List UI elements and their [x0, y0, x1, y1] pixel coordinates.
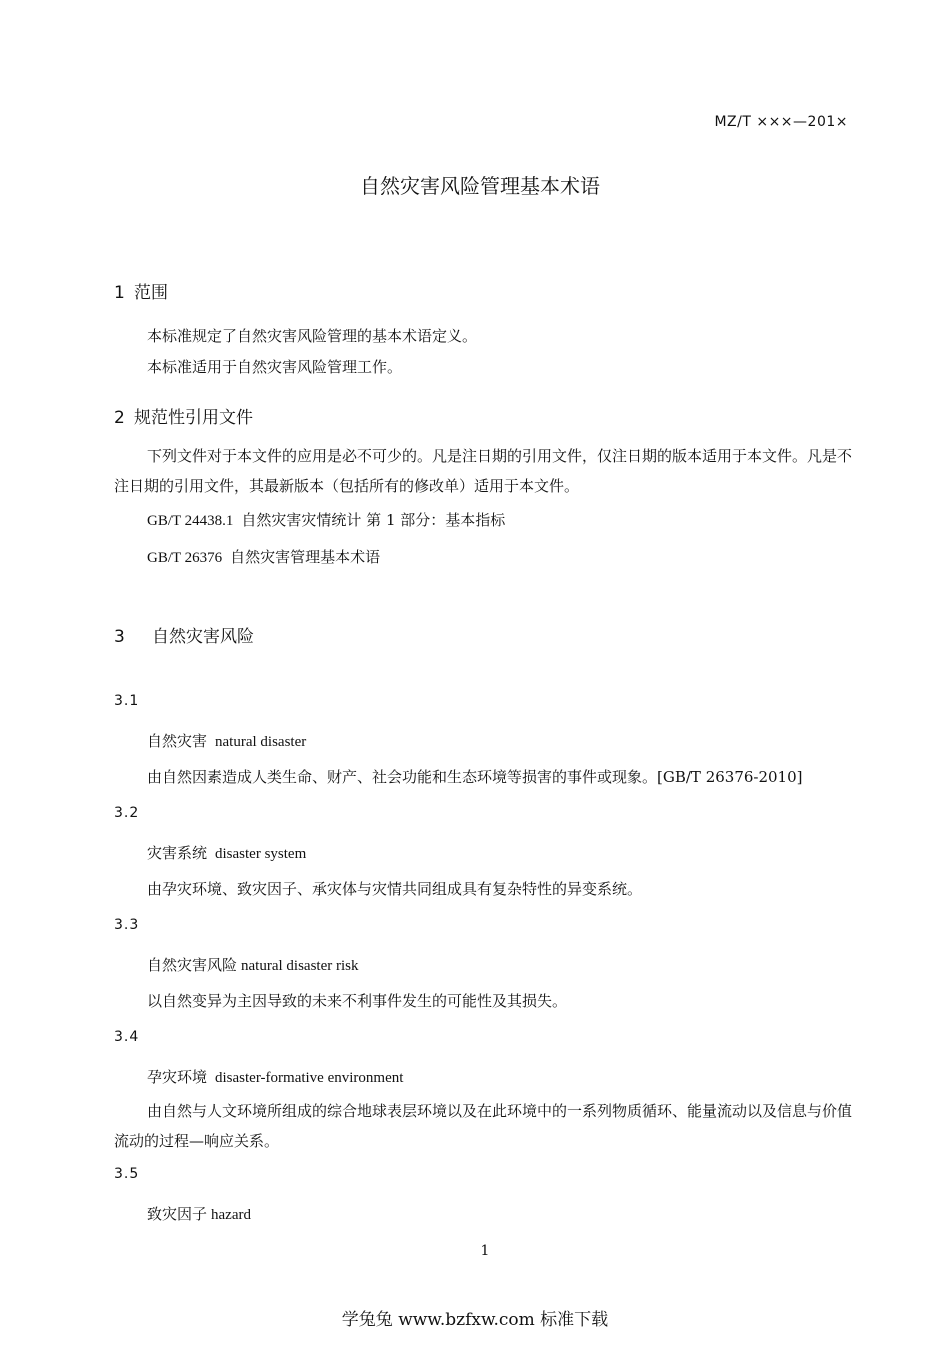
- reference-item: [147, 546, 380, 567]
- term-entry: [147, 842, 306, 863]
- section-title: 自然灾害风险: [152, 627, 254, 647]
- section-number: 2: [114, 408, 125, 428]
- section-number: 1: [114, 283, 125, 303]
- term-english: hazard: [211, 1207, 251, 1223]
- page-number: 1: [480, 1243, 490, 1259]
- term-english: disaster-formative environment: [215, 1070, 404, 1086]
- term-english: natural disaster risk: [241, 958, 359, 974]
- term-chinese: 自然灾害: [147, 732, 208, 750]
- site-footer-watermark: 学兔兔 www.bzfxw.com 标准下载: [341, 1310, 609, 1330]
- term-definition: 由自然与人文环境所组成的综合地球表层环境以及在此环境中的一系列物质循环、能量流动以及信息与价值流动的过程—响应关系。: [114, 1102, 853, 1150]
- term-entry: [147, 1066, 403, 1087]
- reference-title: 自然灾害管理基本术语: [230, 548, 381, 566]
- term-english: disaster system: [215, 846, 307, 862]
- section-heading-scope: [114, 278, 168, 303]
- clause-number: 3.2: [114, 805, 140, 821]
- reference-code: GB/T 26376: [147, 550, 223, 566]
- term-english: natural disaster: [215, 734, 307, 750]
- clause-number: 3.3: [114, 917, 140, 933]
- reference-item: [147, 509, 505, 530]
- term-definition: 由自然因素造成人类生命、财产、社会功能和生态环境等损害的事件或现象。[GB/T 26376-2010]: [147, 768, 803, 786]
- normative-intro: 下列文件对于本文件的应用是必不可少的。凡是注日期的引用文件，仅注日期的版本适用于本文件。凡是不注日期的引用文件，其最新版本（包括所有的修改单）适用于本文件。: [114, 447, 853, 495]
- term-chinese: 致灾因子: [147, 1205, 208, 1223]
- term-definition: 由孕灾环境、致灾因子、承灾体与灾情共同组成具有复杂特性的异变系统。: [147, 880, 643, 898]
- term-entry: [147, 730, 306, 751]
- section-heading-normative-references: [114, 403, 253, 428]
- term-entry: [147, 954, 358, 975]
- standard-number: MZ/T ×××—201×: [714, 114, 848, 130]
- clause-number: 3.4: [114, 1029, 140, 1045]
- term-chinese: 灾害系统: [147, 844, 208, 862]
- term-entry: [147, 1203, 251, 1224]
- scope-paragraph: 本标准适用于自然灾害风险管理工作。: [147, 358, 403, 376]
- reference-title: 自然灾害灾情统计 第 1 部分：基本指标: [241, 511, 506, 529]
- reference-code: GB/T 24438.1: [147, 513, 234, 529]
- section-heading-terms: [114, 622, 254, 647]
- section-number: 3: [114, 627, 125, 647]
- section-title: 范围: [134, 283, 168, 303]
- section-title: 规范性引用文件: [134, 408, 253, 428]
- term-chinese: 自然灾害风险: [147, 956, 238, 974]
- clause-number: 3.5: [114, 1166, 140, 1182]
- term-chinese: 孕灾环境: [147, 1068, 208, 1086]
- clause-number: 3.1: [114, 693, 140, 709]
- document-title: 自然灾害风险管理基本术语: [360, 174, 600, 198]
- term-definition: 以自然变异为主因导致的未来不利事件发生的可能性及其损失。: [147, 992, 568, 1010]
- scope-paragraph: 本标准规定了自然灾害风险管理的基本术语定义。: [147, 327, 478, 345]
